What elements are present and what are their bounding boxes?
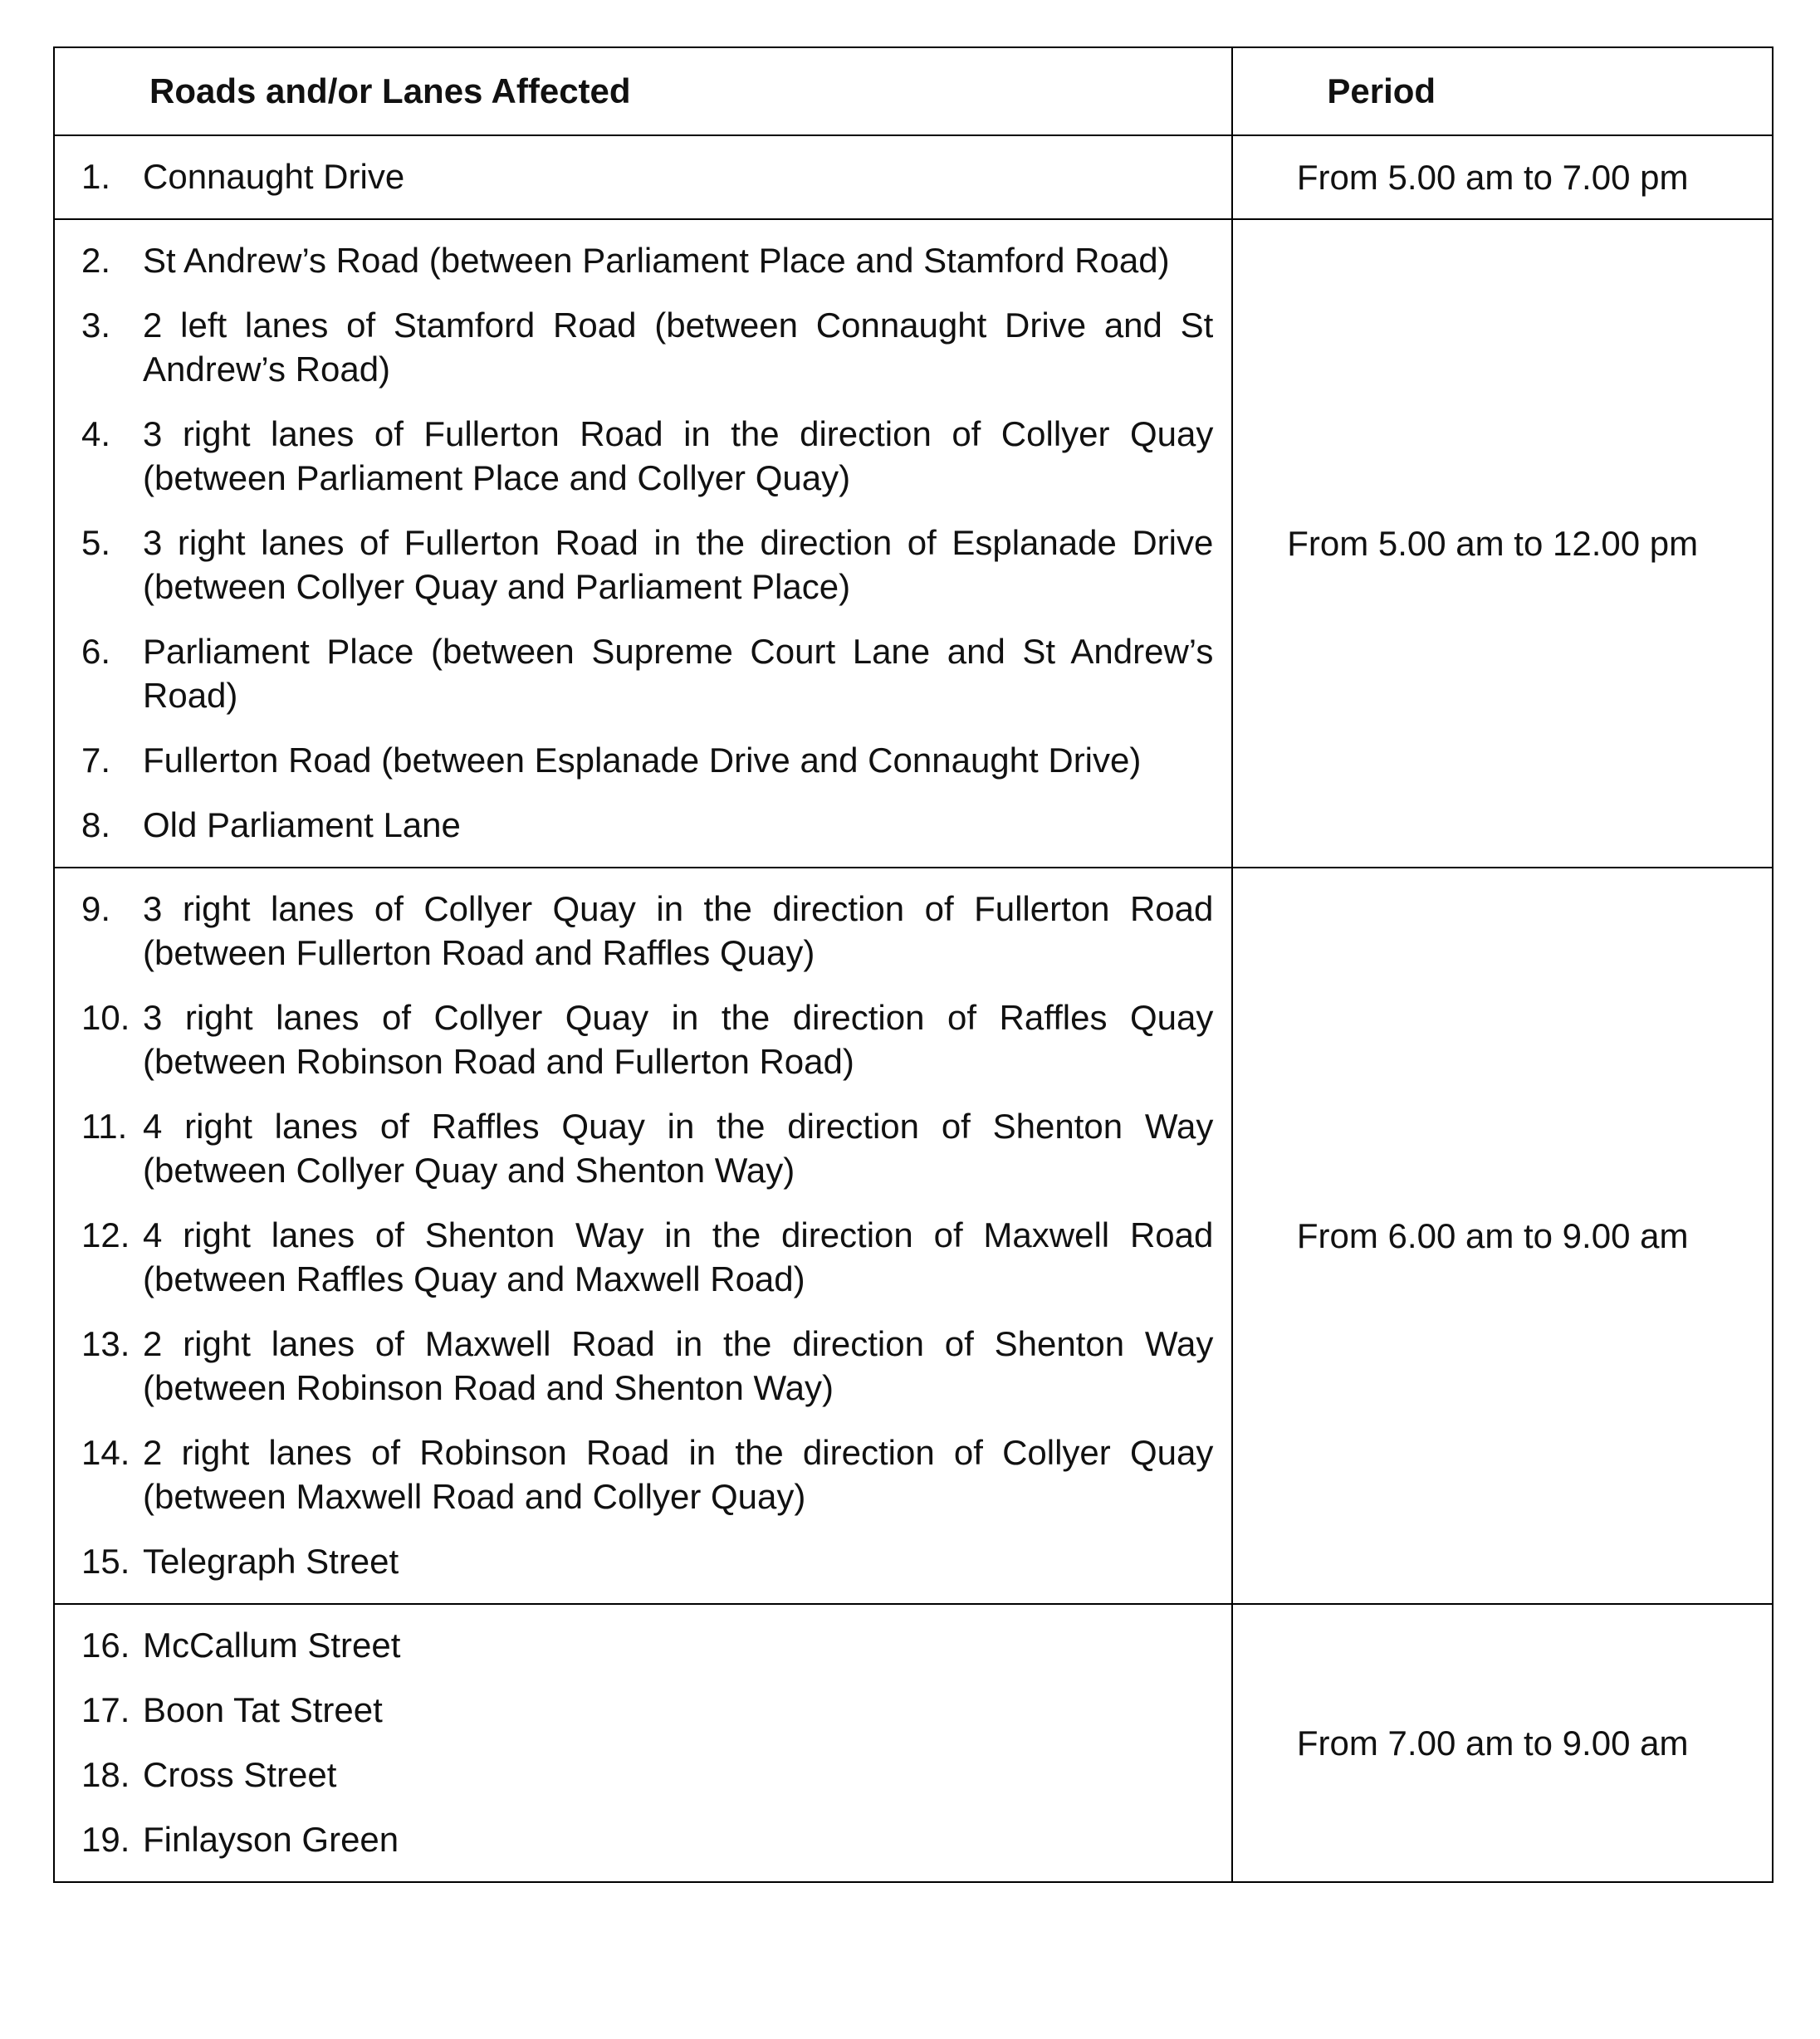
period-cell: From 5.00 am to 12.00 pm [1232, 219, 1773, 868]
item-text: Telegraph Street [143, 1542, 399, 1581]
item-number: 18. [81, 1755, 130, 1794]
list-item [81, 738, 1213, 782]
item-text: 3 right lanes of Collyer Quay in the direction of Fullerton Road (between Fullerton Road and Raffles Quay) [143, 889, 1214, 972]
table-row [54, 135, 1773, 219]
period-cell: From 5.00 am to 7.00 pm [1232, 135, 1773, 219]
header-period: Period [1232, 47, 1773, 135]
item-text: Boon Tat Street [143, 1690, 383, 1729]
period-cell: From 7.00 am to 9.00 am [1232, 1604, 1773, 1882]
item-number: 1. [81, 157, 111, 196]
item-number: 14. [81, 1433, 130, 1472]
list-item [81, 1322, 1213, 1410]
list-item [81, 1623, 1213, 1667]
item-text: 3 right lanes of Fullerton Road in the direction of Collyer Quay (between Parliament Place and Collyer Quay) [143, 414, 1214, 497]
list-item [81, 1688, 1213, 1732]
item-number: 6. [81, 632, 111, 671]
item-text: 4 right lanes of Raffles Quay in the direction of Shenton Way (between Collyer Quay and Shenton Way) [143, 1107, 1214, 1190]
item-number: 17. [81, 1690, 130, 1729]
item-text: 3 right lanes of Collyer Quay in the direction of Raffles Quay (between Robinson Road and Fullerton Road) [143, 998, 1214, 1081]
list-item [81, 412, 1213, 500]
roads-cell [54, 868, 1232, 1604]
header-roads: Roads and/or Lanes Affected [54, 47, 1232, 135]
item-text: 2 right lanes of Maxwell Road in the direction of Shenton Way (between Robinson Road and Shenton Way) [143, 1324, 1214, 1407]
item-number: 19. [81, 1820, 130, 1859]
item-text: 4 right lanes of Shenton Way in the direction of Maxwell Road (between Raffles Quay and Maxwell Road) [143, 1215, 1214, 1298]
item-text: Old Parliament Lane [143, 805, 461, 844]
list-item [81, 995, 1213, 1083]
item-number: 11. [81, 1107, 128, 1146]
table-body [54, 135, 1773, 1882]
item-text: Finlayson Green [143, 1820, 399, 1859]
item-text: Connaught Drive [143, 157, 405, 196]
item-number: 16. [81, 1626, 130, 1665]
item-text: 3 right lanes of Fullerton Road in the direction of Esplanade Drive (between Collyer Quay and Parliament Place) [143, 523, 1214, 606]
roads-cell [54, 135, 1232, 219]
item-number: 13. [81, 1324, 130, 1363]
list-item [81, 521, 1213, 609]
table-row [54, 1604, 1773, 1882]
table-row [54, 868, 1773, 1604]
item-text: Cross Street [143, 1755, 337, 1794]
item-number: 12. [81, 1215, 130, 1254]
item-text: Fullerton Road (between Esplanade Drive and Connaught Drive) [143, 741, 1142, 780]
item-number: 15. [81, 1542, 130, 1581]
roads-cell [54, 219, 1232, 868]
list-item [81, 803, 1213, 847]
item-number: 8. [81, 805, 111, 844]
item-text: McCallum Street [143, 1626, 401, 1665]
list-item [81, 1213, 1213, 1301]
list-item [81, 154, 1213, 198]
table-row [54, 219, 1773, 868]
roads-cell [54, 1604, 1232, 1882]
item-number: 3. [81, 306, 111, 345]
period-cell: From 6.00 am to 9.00 am [1232, 868, 1773, 1604]
item-text: St Andrew’s Road (between Parliament Place and Stamford Road) [143, 241, 1170, 280]
item-number: 4. [81, 414, 111, 453]
item-number: 2. [81, 241, 111, 280]
list-item [81, 238, 1213, 282]
list-item [81, 1753, 1213, 1797]
list-item [81, 303, 1213, 391]
item-number: 9. [81, 889, 111, 928]
list-item [81, 629, 1213, 717]
list-item [81, 1104, 1213, 1192]
item-number: 7. [81, 741, 111, 780]
table-header-row [54, 47, 1773, 135]
item-text: Parliament Place (between Supreme Court Lane and St Andrew’s Road) [143, 632, 1214, 715]
list-item [81, 1817, 1213, 1861]
item-number: 5. [81, 523, 111, 562]
list-item [81, 1539, 1213, 1583]
list-item [81, 887, 1213, 975]
item-number: 10. [81, 998, 130, 1037]
road-closure-table [53, 46, 1774, 1883]
item-text: 2 left lanes of Stamford Road (between Connaught Drive and St Andrew’s Road) [143, 306, 1214, 389]
item-text: 2 right lanes of Robinson Road in the direction of Collyer Quay (between Maxwell Road and Collyer Quay) [143, 1433, 1214, 1516]
list-item [81, 1430, 1213, 1518]
